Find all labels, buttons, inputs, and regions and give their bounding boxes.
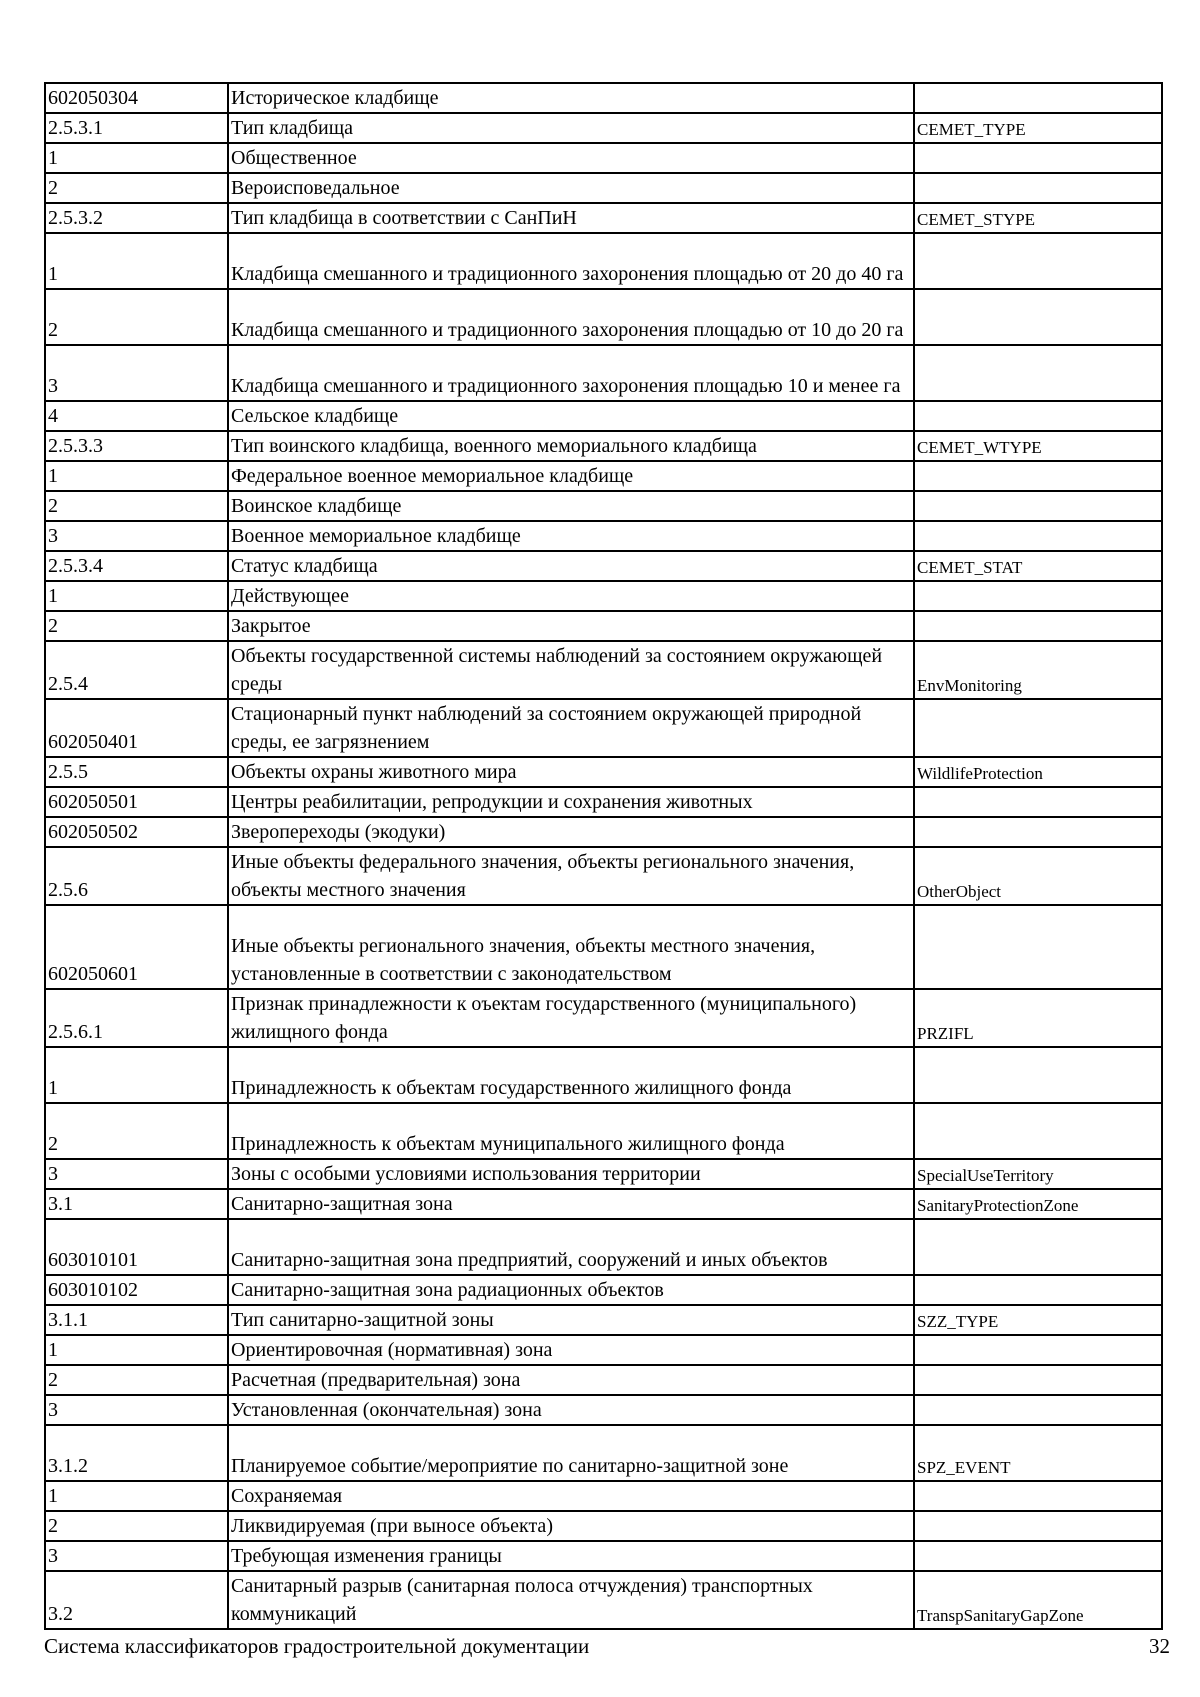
table-row — [45, 173, 1162, 203]
table-row — [45, 491, 1162, 521]
row-name-cell: Центры реабилитации, репродукции и сохранения животных — [228, 787, 914, 817]
row-name-cell: Тип кладбища — [228, 113, 914, 143]
row-attribute-cell — [914, 1335, 1162, 1365]
row-code-cell: 2 — [45, 1103, 228, 1159]
row-name-cell: Тип кладбища в соответствии с СанПиН — [228, 203, 914, 233]
row-attribute-cell: SpecialUseTerritory — [914, 1159, 1162, 1189]
row-name-cell: Федеральное военное мемориальное кладбище — [228, 461, 914, 491]
row-name-cell: Действующее — [228, 581, 914, 611]
table-row — [45, 787, 1162, 817]
row-code-cell: 602050401 — [45, 699, 228, 757]
row-attribute-cell: CEMET_WTYPE — [914, 431, 1162, 461]
row-code-cell: 1 — [45, 1481, 228, 1511]
row-name-cell: Воинское кладбище — [228, 491, 914, 521]
row-name-cell: Санитарно-защитная зона — [228, 1189, 914, 1219]
row-name-cell: Санитарный разрыв (санитарная полоса отчуждения) транспортных коммуникаций — [228, 1571, 914, 1629]
row-code-cell: 2 — [45, 491, 228, 521]
table-row — [45, 611, 1162, 641]
row-attribute-cell — [914, 233, 1162, 289]
row-name-cell: Санитарно-защитная зона предприятий, сооружений и иных объектов — [228, 1219, 914, 1275]
row-code-cell: 1 — [45, 1335, 228, 1365]
row-code-cell: 603010101 — [45, 1219, 228, 1275]
row-attribute-cell — [914, 1511, 1162, 1541]
row-code-cell: 3 — [45, 1159, 228, 1189]
row-name-cell: Стационарный пункт наблюдений за состоянием окружающей природной среды, ее загрязнением — [228, 699, 914, 757]
row-code-cell: 3 — [45, 521, 228, 551]
row-code-cell: 3 — [45, 1541, 228, 1571]
row-attribute-cell — [914, 699, 1162, 757]
row-name-cell: Объекты государственной системы наблюдений за состоянием окружающей среды — [228, 641, 914, 699]
table-row — [45, 847, 1162, 905]
row-name-cell: Общественное — [228, 143, 914, 173]
row-code-cell: 2.5.4 — [45, 641, 228, 699]
row-code-cell: 2 — [45, 1511, 228, 1541]
row-code-cell: 1 — [45, 581, 228, 611]
row-attribute-cell — [914, 817, 1162, 847]
row-name-cell: Кладбища смешанного и традиционного захоронения площадью 10 и менее га — [228, 345, 914, 401]
row-name-cell: Ликвидируемая (при выносе объекта) — [228, 1511, 914, 1541]
row-code-cell: 2 — [45, 289, 228, 345]
row-attribute-cell — [914, 1541, 1162, 1571]
row-code-cell: 3 — [45, 345, 228, 401]
table-row — [45, 289, 1162, 345]
row-attribute-cell: CEMET_STYPE — [914, 203, 1162, 233]
row-name-cell: Принадлежность к объектам государственного жилищного фонда — [228, 1047, 914, 1103]
table-row — [45, 551, 1162, 581]
row-name-cell: Объекты охраны животного мира — [228, 757, 914, 787]
row-attribute-cell — [914, 1047, 1162, 1103]
row-attribute-cell: OtherObject — [914, 847, 1162, 905]
table-row — [45, 1481, 1162, 1511]
row-attribute-cell — [914, 1395, 1162, 1425]
classifier-table — [44, 82, 1163, 1630]
table-row — [45, 233, 1162, 289]
row-code-cell: 2.5.3.4 — [45, 551, 228, 581]
row-attribute-cell — [914, 1481, 1162, 1511]
row-attribute-cell: SanitaryProtectionZone — [914, 1189, 1162, 1219]
row-name-cell: Тип санитарно-защитной зоны — [228, 1305, 914, 1335]
table-row — [45, 1395, 1162, 1425]
table-row — [45, 143, 1162, 173]
row-name-cell: Кладбища смешанного и традиционного захоронения площадью от 10 до 20 га — [228, 289, 914, 345]
row-attribute-cell: TranspSanitaryGapZone — [914, 1571, 1162, 1629]
table-row — [45, 989, 1162, 1047]
table-row — [45, 905, 1162, 989]
row-code-cell: 3.2 — [45, 1571, 228, 1629]
row-name-cell: Санитарно-защитная зона радиационных объектов — [228, 1275, 914, 1305]
table-row — [45, 1511, 1162, 1541]
table-row — [45, 1103, 1162, 1159]
row-attribute-cell — [914, 1275, 1162, 1305]
table-row — [45, 1541, 1162, 1571]
row-attribute-cell: EnvMonitoring — [914, 641, 1162, 699]
row-attribute-cell — [914, 1219, 1162, 1275]
row-attribute-cell: CEMET_TYPE — [914, 113, 1162, 143]
row-code-cell: 2 — [45, 611, 228, 641]
table-row — [45, 1425, 1162, 1481]
table-row — [45, 1159, 1162, 1189]
row-code-cell: 1 — [45, 1047, 228, 1103]
table-row — [45, 401, 1162, 431]
table-row — [45, 757, 1162, 787]
row-attribute-cell — [914, 905, 1162, 989]
row-code-cell: 2.5.3.3 — [45, 431, 228, 461]
table-row — [45, 581, 1162, 611]
row-attribute-cell: WildlifeProtection — [914, 757, 1162, 787]
row-code-cell: 602050501 — [45, 787, 228, 817]
classifier-table-body — [45, 83, 1162, 1629]
footer-document-title: Система классификаторов градостроительной документации — [44, 1634, 590, 1658]
footer-page-number: 32 — [1149, 1634, 1170, 1658]
row-code-cell: 1 — [45, 143, 228, 173]
row-name-cell: Иные объекты регионального значения, объекты местного значения, установленные в соответствии с законодательством — [228, 905, 914, 989]
table-row — [45, 699, 1162, 757]
row-code-cell: 3.1.2 — [45, 1425, 228, 1481]
row-attribute-cell — [914, 345, 1162, 401]
row-name-cell: Иные объекты федерального значения, объекты регионального значения, объекты местного значения — [228, 847, 914, 905]
row-code-cell: 1 — [45, 233, 228, 289]
row-name-cell: Расчетная (предварительная) зона — [228, 1365, 914, 1395]
row-name-cell: Зоны с особыми условиями использования территории — [228, 1159, 914, 1189]
row-name-cell: Кладбища смешанного и традиционного захоронения площадью от 20 до 40 га — [228, 233, 914, 289]
row-name-cell: Сохраняемая — [228, 1481, 914, 1511]
row-name-cell: Вероисповедальное — [228, 173, 914, 203]
row-code-cell: 2 — [45, 173, 228, 203]
table-row — [45, 461, 1162, 491]
row-code-cell: 3 — [45, 1395, 228, 1425]
row-name-cell: Планируемое событие/мероприятие по санитарно-защитной зоне — [228, 1425, 914, 1481]
table-row — [45, 641, 1162, 699]
row-name-cell: Закрытое — [228, 611, 914, 641]
row-code-cell: 4 — [45, 401, 228, 431]
row-name-cell: Статус кладбища — [228, 551, 914, 581]
table-row — [45, 345, 1162, 401]
table-row — [45, 1219, 1162, 1275]
row-name-cell: Установленная (окончательная) зона — [228, 1395, 914, 1425]
row-attribute-cell: SZZ_TYPE — [914, 1305, 1162, 1335]
table-row — [45, 521, 1162, 551]
row-code-cell: 2.5.6 — [45, 847, 228, 905]
table-row — [45, 113, 1162, 143]
row-code-cell: 602050601 — [45, 905, 228, 989]
table-row — [45, 1365, 1162, 1395]
row-attribute-cell — [914, 491, 1162, 521]
row-code-cell: 2.5.3.2 — [45, 203, 228, 233]
row-attribute-cell: SPZ_EVENT — [914, 1425, 1162, 1481]
row-code-cell: 2.5.6.1 — [45, 989, 228, 1047]
row-name-cell: Ориентировочная (нормативная) зона — [228, 1335, 914, 1365]
table-row — [45, 431, 1162, 461]
row-name-cell: Сельское кладбище — [228, 401, 914, 431]
row-attribute-cell — [914, 1103, 1162, 1159]
table-row — [45, 817, 1162, 847]
table-row — [45, 1189, 1162, 1219]
row-name-cell: Признак принадлежности к оъектам государственного (муниципального) жилищного фонда — [228, 989, 914, 1047]
row-name-cell: Зверопереходы (экодуки) — [228, 817, 914, 847]
row-code-cell: 1 — [45, 461, 228, 491]
table-row — [45, 1275, 1162, 1305]
table-row — [45, 1571, 1162, 1629]
row-code-cell: 602050502 — [45, 817, 228, 847]
row-attribute-cell — [914, 581, 1162, 611]
row-attribute-cell — [914, 289, 1162, 345]
row-name-cell: Требующая изменения границы — [228, 1541, 914, 1571]
row-name-cell: Историческое кладбище — [228, 83, 914, 113]
row-attribute-cell — [914, 143, 1162, 173]
row-code-cell: 2.5.5 — [45, 757, 228, 787]
table-row — [45, 83, 1162, 113]
row-attribute-cell — [914, 83, 1162, 113]
row-code-cell: 3.1 — [45, 1189, 228, 1219]
row-attribute-cell — [914, 1365, 1162, 1395]
table-row — [45, 1047, 1162, 1103]
row-attribute-cell — [914, 787, 1162, 817]
row-attribute-cell: CEMET_STAT — [914, 551, 1162, 581]
table-row — [45, 203, 1162, 233]
table-row — [45, 1335, 1162, 1365]
table-row — [45, 1305, 1162, 1335]
row-attribute-cell — [914, 173, 1162, 203]
row-attribute-cell — [914, 521, 1162, 551]
row-name-cell: Военное мемориальное кладбище — [228, 521, 914, 551]
row-code-cell: 2 — [45, 1365, 228, 1395]
row-name-cell: Принадлежность к объектам муниципального жилищного фонда — [228, 1103, 914, 1159]
row-code-cell: 3.1.1 — [45, 1305, 228, 1335]
row-name-cell: Тип воинского кладбища, военного мемориального кладбища — [228, 431, 914, 461]
row-attribute-cell: PRZIFL — [914, 989, 1162, 1047]
row-attribute-cell — [914, 461, 1162, 491]
row-code-cell: 2.5.3.1 — [45, 113, 228, 143]
row-attribute-cell — [914, 611, 1162, 641]
row-code-cell: 603010102 — [45, 1275, 228, 1305]
row-code-cell: 602050304 — [45, 83, 228, 113]
row-attribute-cell — [914, 401, 1162, 431]
